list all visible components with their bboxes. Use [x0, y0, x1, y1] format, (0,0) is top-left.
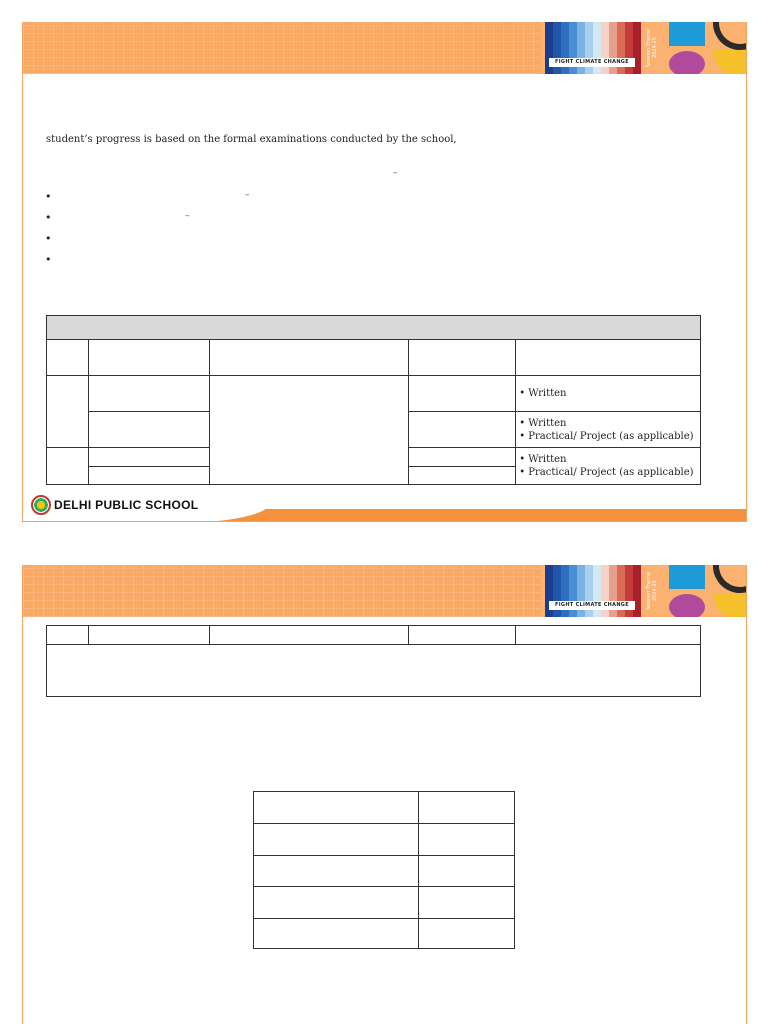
table-cell [254, 824, 419, 856]
assessment-mode-practical: • Practical/ Project (as applicable) [519, 430, 694, 442]
table-cell [254, 792, 419, 824]
bullet-list [45, 190, 52, 274]
table-cell [88, 376, 209, 412]
bullet-item: • [45, 211, 52, 224]
table-cell [409, 467, 516, 485]
school-name: DELHI PUBLIC SCHOOL [54, 498, 199, 512]
yellow-quarter-shape [713, 593, 747, 617]
table-cell [47, 626, 89, 645]
dash-mark: – [393, 168, 398, 178]
table-cell [409, 376, 516, 412]
banner-texture [23, 565, 541, 617]
assessment-mode-written: • Written [519, 417, 567, 429]
blue-square-shape [669, 565, 705, 589]
climate-badge: FIGHT CLIMATE CHANGE [549, 58, 635, 67]
table-cell [254, 856, 419, 887]
table-cell [47, 340, 89, 376]
document-page-2 [22, 565, 747, 1024]
table-header-row [47, 316, 701, 340]
school-emblem-icon [31, 495, 51, 515]
bullet-item: • [45, 253, 52, 266]
table-cell [516, 340, 701, 376]
table-cell [88, 412, 209, 448]
purple-circle-shape [669, 594, 705, 617]
assessment-mode-written: • Written [519, 454, 567, 465]
bullet-item: • [45, 190, 52, 203]
assessment-table [46, 315, 701, 485]
assessment-mode-written: • Written [519, 388, 567, 399]
table-cell [254, 919, 419, 949]
assessment-mode-practical: • Practical/ Project (as applicable) [519, 467, 694, 478]
page-banner [23, 22, 747, 74]
blue-square-shape [669, 22, 705, 46]
dash-mark: – [245, 190, 250, 200]
bullet-item: • [45, 232, 52, 245]
table-cell [47, 376, 89, 448]
table-cell [516, 376, 701, 412]
banner-texture [23, 22, 541, 74]
table-cell [209, 376, 409, 485]
table-cell [254, 887, 419, 919]
table-cell [516, 626, 701, 645]
school-logo [31, 495, 198, 515]
table-cell [516, 448, 701, 485]
table-cell [409, 340, 516, 376]
table-cell [88, 448, 209, 467]
table-cell [419, 856, 515, 887]
continued-table [46, 625, 701, 697]
table-cell [88, 340, 209, 376]
page-banner [23, 565, 747, 617]
table-cell [409, 626, 516, 645]
page-footer [23, 491, 747, 522]
table-cell [88, 467, 209, 485]
table-cell [47, 448, 89, 485]
table-cell [419, 919, 515, 949]
table-cell [47, 645, 701, 697]
table-cell [209, 626, 409, 645]
document-page-1 [22, 22, 747, 522]
table-cell [409, 448, 516, 467]
purple-circle-shape [669, 51, 705, 74]
climate-badge: FIGHT CLIMATE CHANGE [549, 601, 635, 610]
table-cell [516, 412, 701, 448]
table-cell [419, 887, 515, 919]
session-theme-text: Session Theme 2024-25 [646, 29, 658, 67]
table-cell [88, 626, 209, 645]
body-paragraph: student’s progress is based on the formal examinations conducted by the school, [46, 134, 457, 145]
table-cell [209, 340, 409, 376]
table-cell [419, 824, 515, 856]
table-cell [419, 792, 515, 824]
yellow-quarter-shape [713, 50, 747, 74]
grading-table [253, 791, 515, 949]
dash-mark: – [185, 211, 190, 221]
table-cell [409, 412, 516, 448]
session-theme-text: Session Theme 2024-25 [646, 572, 658, 610]
